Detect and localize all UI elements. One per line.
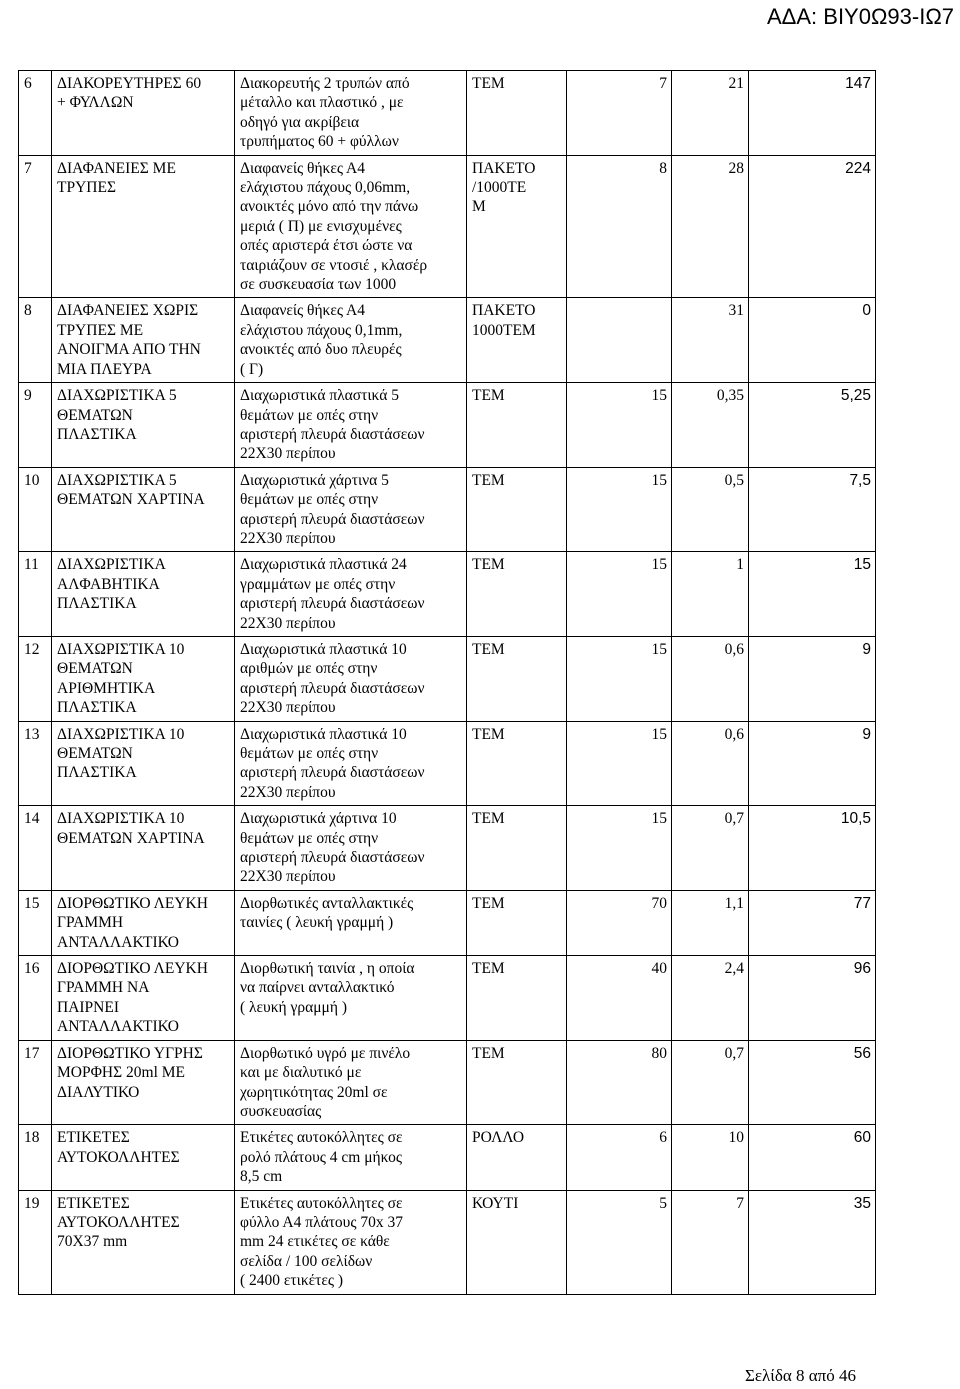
item-number: 19 [19, 1190, 52, 1294]
item-description: Ετικέτες αυτοκόλλητες σε ρολό πλάτους 4 cm μήκος 8,5 cm [235, 1125, 467, 1190]
item-name: ΔΙΑΧΩΡΙΣΤΙΚΑ 10 ΘΕΜΑΤΩΝ ΑΡΙΘΜΗΤΙΚΑ ΠΛΑΣΤΙΚΑ [52, 636, 235, 721]
item-total: 35 [749, 1190, 876, 1294]
item-description: Διορθωτική ταινία , η οποία να παίρνει ανταλλακτικό ( λευκή γραμμή ) [235, 956, 467, 1041]
item-unit-price: 10 [672, 1125, 749, 1190]
item-unit: ΠΑΚΕΤΟ /1000ΤΕ Μ [467, 155, 567, 298]
item-name: ΔΙΑΧΩΡΙΣΤΙΚΑ 5 ΘΕΜΑΤΩΝ ΧΑΡΤΙΝΑ [52, 467, 235, 552]
item-name: ΔΙΑΦΑΝΕΙΕΣ ΧΩΡΙΣ ΤΡΥΠΕΣ ΜΕ ΑΝΟΙΓΜΑ ΑΠΟ ΤΗΝ ΜΙΑ ΠΛΕΥΡΑ [52, 298, 235, 383]
item-unit-price: 31 [672, 298, 749, 383]
item-unit-price: 0,6 [672, 721, 749, 806]
item-unit-price: 2,4 [672, 956, 749, 1041]
item-total: 147 [749, 71, 876, 156]
item-description: Διορθωτικές ανταλλακτικές ταινίες ( λευκή γραμμή ) [235, 890, 467, 955]
item-total: 60 [749, 1125, 876, 1190]
item-unit: ΚΟΥΤΙ [467, 1190, 567, 1294]
item-number: 10 [19, 467, 52, 552]
item-unit: ΤΕΜ [467, 71, 567, 156]
item-name: ΔΙΟΡΘΩΤΙΚΟ ΛΕΥΚΗ ΓΡΑΜΜΗ ΝΑ ΠΑΙΡΝΕΙ ΑΝΤΑΛΛΑΚΤΙΚΟ [52, 956, 235, 1041]
item-unit-price: 0,6 [672, 636, 749, 721]
item-unit-price: 0,5 [672, 467, 749, 552]
item-number: 11 [19, 552, 52, 637]
item-unit-price: 1 [672, 552, 749, 637]
item-unit: ΤΕΜ [467, 956, 567, 1041]
item-quantity [567, 298, 672, 383]
item-name: ΕΤΙΚΕΤΕΣ ΑΥΤΟΚΟΛΛΗΤΕΣ 70Χ37 mm [52, 1190, 235, 1294]
item-description: Διαχωριστικά πλαστικά 10 θεμάτων με οπές στην αριστερή πλευρά διαστάσεων 22Χ30 περίπου [235, 721, 467, 806]
item-name: ΔΙΟΡΘΩΤΙΚΟ ΛΕΥΚΗ ΓΡΑΜΜΗ ΑΝΤΑΛΛΑΚΤΙΚΟ [52, 890, 235, 955]
table-row [19, 890, 876, 955]
item-name: ΔΙΑΚΟΡΕΥΤΗΡΕΣ 60 + ΦΥΛΛΩΝ [52, 71, 235, 156]
item-unit: ΤΕΜ [467, 1040, 567, 1125]
item-name: ΔΙΑΧΩΡΙΣΤΙΚΑ 5 ΘΕΜΑΤΩΝ ΠΛΑΣΤΙΚΑ [52, 383, 235, 468]
item-unit: ΤΕΜ [467, 552, 567, 637]
item-name: ΔΙΟΡΘΩΤΙΚΟ ΥΓΡΗΣ ΜΟΡΦΗΣ 20ml ΜΕ ΔΙΑΛΥΤΙΚΟ [52, 1040, 235, 1125]
item-number: 7 [19, 155, 52, 298]
item-description: Διαχωριστικά πλαστικά 10 αριθμών με οπές στην αριστερή πλευρά διαστάσεων 22Χ30 περίπου [235, 636, 467, 721]
item-name: ΕΤΙΚΕΤΕΣ ΑΥΤΟΚΟΛΛΗΤΕΣ [52, 1125, 235, 1190]
item-description: Διακορευτής 2 τρυπών από μέταλλο και πλαστικό , με οδηγό για ακρίβεια τρυπήματος 60 + φύλλων [235, 71, 467, 156]
table-row [19, 552, 876, 637]
items-table-body [19, 71, 876, 1295]
item-description: Διαφανείς θήκες Α4 ελάχιστου πάχους 0,1mm, ανοικτές από δυο πλευρές ( Γ) [235, 298, 467, 383]
item-total: 7,5 [749, 467, 876, 552]
item-quantity: 15 [567, 467, 672, 552]
item-quantity: 70 [567, 890, 672, 955]
table-row [19, 1125, 876, 1190]
table-row [19, 1190, 876, 1294]
item-description: Ετικέτες αυτοκόλλητες σε φύλλο Α4 πλάτους 70x 37 mm 24 ετικέτες σε κάθε σελίδα / 100 σελίδων ( 2400 ετικέτες ) [235, 1190, 467, 1294]
item-total: 77 [749, 890, 876, 955]
item-number: 13 [19, 721, 52, 806]
table-row [19, 71, 876, 156]
table-row [19, 1040, 876, 1125]
item-total: 5,25 [749, 383, 876, 468]
table-row [19, 155, 876, 298]
item-unit: ΤΕΜ [467, 890, 567, 955]
item-number: 6 [19, 71, 52, 156]
item-description: Διορθωτικό υγρό με πινέλο και με διαλυτικό με χωρητικότητας 20ml σε συσκευασίας [235, 1040, 467, 1125]
item-description: Διαφανείς θήκες Α4 ελάχιστου πάχους 0,06mm, ανοικτές μόνο από την πάνω μεριά ( Π) με ενισχυμένες οπές αριστερά έτσι ώστε να ταιριάζουν σε ντοσιέ , κλασέρ σε συσκευασία των 1000 [235, 155, 467, 298]
item-quantity: 5 [567, 1190, 672, 1294]
page-footer: Σελίδα 8 από 46 [744, 1366, 856, 1385]
item-number: 15 [19, 890, 52, 955]
table-row [19, 956, 876, 1041]
table-row [19, 383, 876, 468]
item-quantity: 6 [567, 1125, 672, 1190]
item-unit: ΤΕΜ [467, 467, 567, 552]
item-total: 9 [749, 636, 876, 721]
table-row [19, 721, 876, 806]
item-total: 15 [749, 552, 876, 637]
item-quantity: 40 [567, 956, 672, 1041]
item-number: 9 [19, 383, 52, 468]
item-unit: ΠΑΚΕΤΟ 1000ΤΕΜ [467, 298, 567, 383]
item-unit: ΤΕΜ [467, 383, 567, 468]
item-quantity: 15 [567, 806, 672, 891]
item-number: 8 [19, 298, 52, 383]
item-description: Διαχωριστικά πλαστικά 5 θεμάτων με οπές στην αριστερή πλευρά διαστάσεων 22Χ30 περίπου [235, 383, 467, 468]
table-row [19, 298, 876, 383]
item-total: 9 [749, 721, 876, 806]
item-total: 56 [749, 1040, 876, 1125]
item-unit-price: 1,1 [672, 890, 749, 955]
item-name: ΔΙΑΧΩΡΙΣΤΙΚΑ ΑΛΦΑΒΗΤΙΚΑ ΠΛΑΣΤΙΚΑ [52, 552, 235, 637]
item-total: 96 [749, 956, 876, 1041]
item-quantity: 7 [567, 71, 672, 156]
item-number: 16 [19, 956, 52, 1041]
item-total: 224 [749, 155, 876, 298]
item-unit: ΤΕΜ [467, 636, 567, 721]
item-unit-price: 21 [672, 71, 749, 156]
table-row [19, 636, 876, 721]
table-row [19, 806, 876, 891]
item-description: Διαχωριστικά χάρτινα 10 θεμάτων με οπές στην αριστερή πλευρά διαστάσεων 22Χ30 περίπου [235, 806, 467, 891]
item-quantity: 8 [567, 155, 672, 298]
item-description: Διαχωριστικά πλαστικά 24 γραμμάτων με οπές στην αριστερή πλευρά διαστάσεων 22Χ30 περίπου [235, 552, 467, 637]
item-unit-price: 0,7 [672, 806, 749, 891]
table-row [19, 467, 876, 552]
item-unit-price: 28 [672, 155, 749, 298]
item-number: 14 [19, 806, 52, 891]
item-quantity: 15 [567, 721, 672, 806]
item-unit-price: 0,35 [672, 383, 749, 468]
items-table [18, 70, 876, 1295]
item-total: 0 [749, 298, 876, 383]
item-number: 12 [19, 636, 52, 721]
item-quantity: 15 [567, 636, 672, 721]
item-description: Διαχωριστικά χάρτινα 5 θεμάτων με οπές στην αριστερή πλευρά διαστάσεων 22Χ30 περίπου [235, 467, 467, 552]
item-unit: ΤΕΜ [467, 721, 567, 806]
item-unit-price: 0,7 [672, 1040, 749, 1125]
item-quantity: 80 [567, 1040, 672, 1125]
item-name: ΔΙΑΧΩΡΙΣΤΙΚΑ 10 ΘΕΜΑΤΩΝ ΠΛΑΣΤΙΚΑ [52, 721, 235, 806]
item-number: 18 [19, 1125, 52, 1190]
item-quantity: 15 [567, 383, 672, 468]
item-total: 10,5 [749, 806, 876, 891]
item-unit: ΡΟΛΛΟ [467, 1125, 567, 1190]
item-unit-price: 7 [672, 1190, 749, 1294]
item-unit: ΤΕΜ [467, 806, 567, 891]
item-quantity: 15 [567, 552, 672, 637]
ada-code: ΑΔΑ: ΒΙΥ0Ω93-ΙΩ7 [767, 4, 954, 29]
item-number: 17 [19, 1040, 52, 1125]
item-name: ΔΙΑΦΑΝΕΙΕΣ ΜΕ ΤΡΥΠΕΣ [52, 155, 235, 298]
item-name: ΔΙΑΧΩΡΙΣΤΙΚΑ 10 ΘΕΜΑΤΩΝ ΧΑΡΤΙΝΑ [52, 806, 235, 891]
